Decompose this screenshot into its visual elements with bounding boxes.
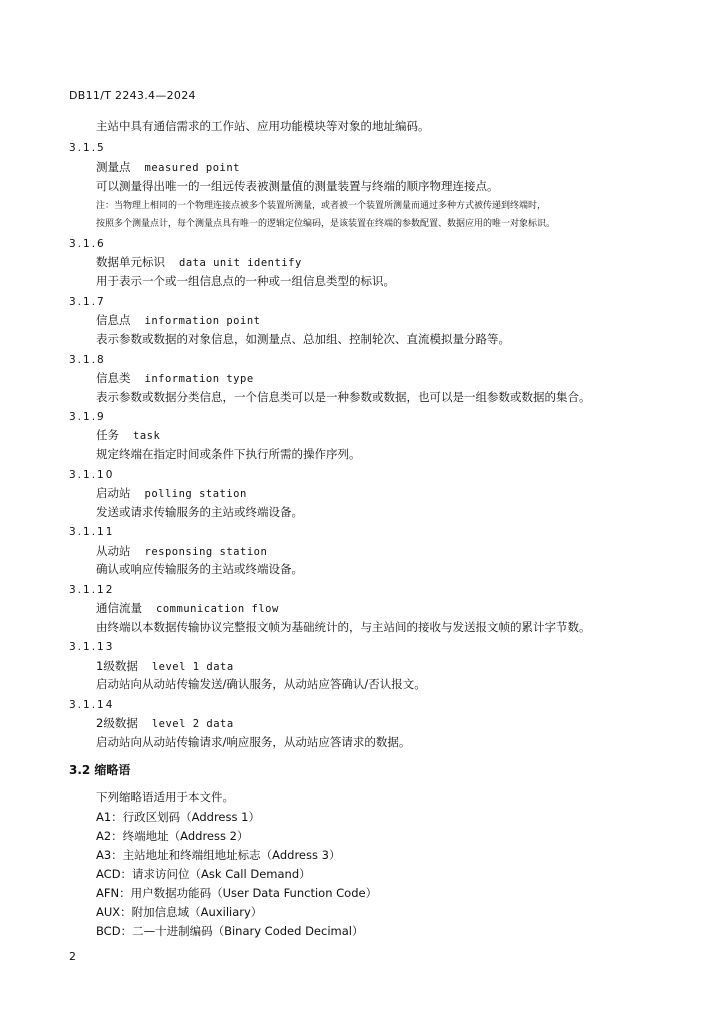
abbreviation-item: A3：主站地址和终端组地址标志（Address 3）: [96, 848, 341, 862]
term-zh: 数据单元标识: [96, 255, 165, 269]
definition-text: 表示参数或数据的对象信息，如测量点、总加组、控制轮次、直流模拟量分路等。: [96, 332, 510, 346]
section-heading: 3.2 缩略语: [69, 763, 131, 777]
term: [96, 601, 279, 616]
term-en: data unit identify: [179, 257, 302, 269]
term-zh: 信息类: [96, 371, 131, 385]
term: [96, 160, 240, 175]
term-zh: 通信流量: [96, 601, 142, 615]
abbreviation-item: A1：行政区划码（Address 1）: [96, 810, 260, 824]
term-zh: 2级数据: [96, 716, 138, 730]
term-en: communication flow: [156, 603, 279, 615]
term-zh: 测量点: [96, 160, 131, 174]
term: [96, 255, 302, 270]
term: [96, 716, 234, 731]
term: [96, 371, 254, 386]
term-zh: 从动站: [96, 544, 131, 558]
term-en: information type: [144, 373, 254, 385]
document-header: DB11/T 2243.4—2024: [69, 89, 196, 102]
definition-text: 可以测量得出唯一的一组远传表被测量值的测量装置与终端的顺序物理连接点。: [96, 179, 499, 193]
term-zh: 启动站: [96, 486, 131, 500]
definition-text: 发送或请求传输服务的主站或终端设备。: [96, 505, 303, 519]
term: [96, 313, 260, 328]
term: [96, 428, 160, 443]
term-en: task: [133, 430, 161, 442]
definition-text: 表示参数或数据分类信息，一个信息类可以是一种参数或数据，也可以是一组参数或数据的集合。: [96, 390, 591, 404]
clause-number: 3.1.12: [69, 584, 115, 596]
clause-number: 3.1.5: [69, 142, 106, 154]
note-text: 按照多个测量点计，每个测量点具有唯一的逻辑定位编码，是该装置在终端的参数配置、数据应用的唯一对象标识。: [96, 219, 556, 229]
clause-number: 3.1.6: [69, 238, 106, 250]
clause-number: 3.1.9: [69, 411, 106, 423]
term: [96, 486, 247, 501]
clause-number: 3.1.7: [69, 296, 106, 308]
term-zh: 信息点: [96, 313, 131, 327]
definition-text: 规定终端在指定时间或条件下执行所需的操作序列。: [96, 447, 361, 461]
term: [96, 544, 267, 559]
definition-text: 启动站向从动站传输请求/响应服务，从动站应答请求的数据。: [96, 735, 411, 749]
page-number: 2: [69, 950, 76, 963]
abbreviation-item: AUX：附加信息域（Auxiliary）: [96, 905, 263, 919]
term-zh: 任务: [96, 428, 119, 442]
term-en: information point: [144, 315, 261, 327]
abbreviation-item: ACD：请求访问位（Ask Call Demand）: [96, 867, 311, 881]
clause-number: 3.1.11: [69, 526, 115, 538]
abbreviation-item: AFN：用户数据功能码（User Data Function Code）: [96, 886, 378, 900]
definition-text: 由终端以本数据传输协议完整报文帧为基础统计的，与主站间的接收与发送报文帧的累计字节数。: [96, 620, 591, 634]
clause-number: 3.1.8: [69, 354, 106, 366]
definition-text: 确认或响应传输服务的主站或终端设备。: [96, 562, 303, 576]
clause-number: 3.1.10: [69, 469, 115, 481]
clause-number: 3.1.13: [69, 641, 115, 653]
note-text: 注：当物理上相同的一个物理连接点被多个装置所测量，或者被一个装置所测量而通过多种方式被传递到终端时，: [96, 201, 547, 211]
term-en: polling station: [144, 488, 247, 500]
term-en: level 2 data: [151, 718, 234, 730]
intro-text: 下列缩略语适用于本文件。: [96, 790, 234, 804]
term: [96, 659, 234, 674]
term-en: level 1 data: [151, 661, 234, 673]
term-zh: 1级数据: [96, 659, 138, 673]
definition-text: 启动站向从动站传输发送/确认服务，从动站应答确认/否认报文。: [96, 677, 426, 691]
clause-number: 3.1.14: [69, 699, 115, 711]
definition-text: 主站中具有通信需求的工作站、应用功能模块等对象的地址编码。: [96, 119, 430, 133]
term-en: responsing station: [144, 546, 268, 558]
term-en: measured point: [144, 162, 241, 174]
abbreviation-item: BCD：二—十进制编码（Binary Coded Decimal）: [96, 924, 364, 938]
definition-text: 用于表示一个或一组信息点的一种或一组信息类型的标识。: [96, 274, 395, 288]
abbreviation-item: A2：终端地址（Address 2）: [96, 829, 249, 843]
